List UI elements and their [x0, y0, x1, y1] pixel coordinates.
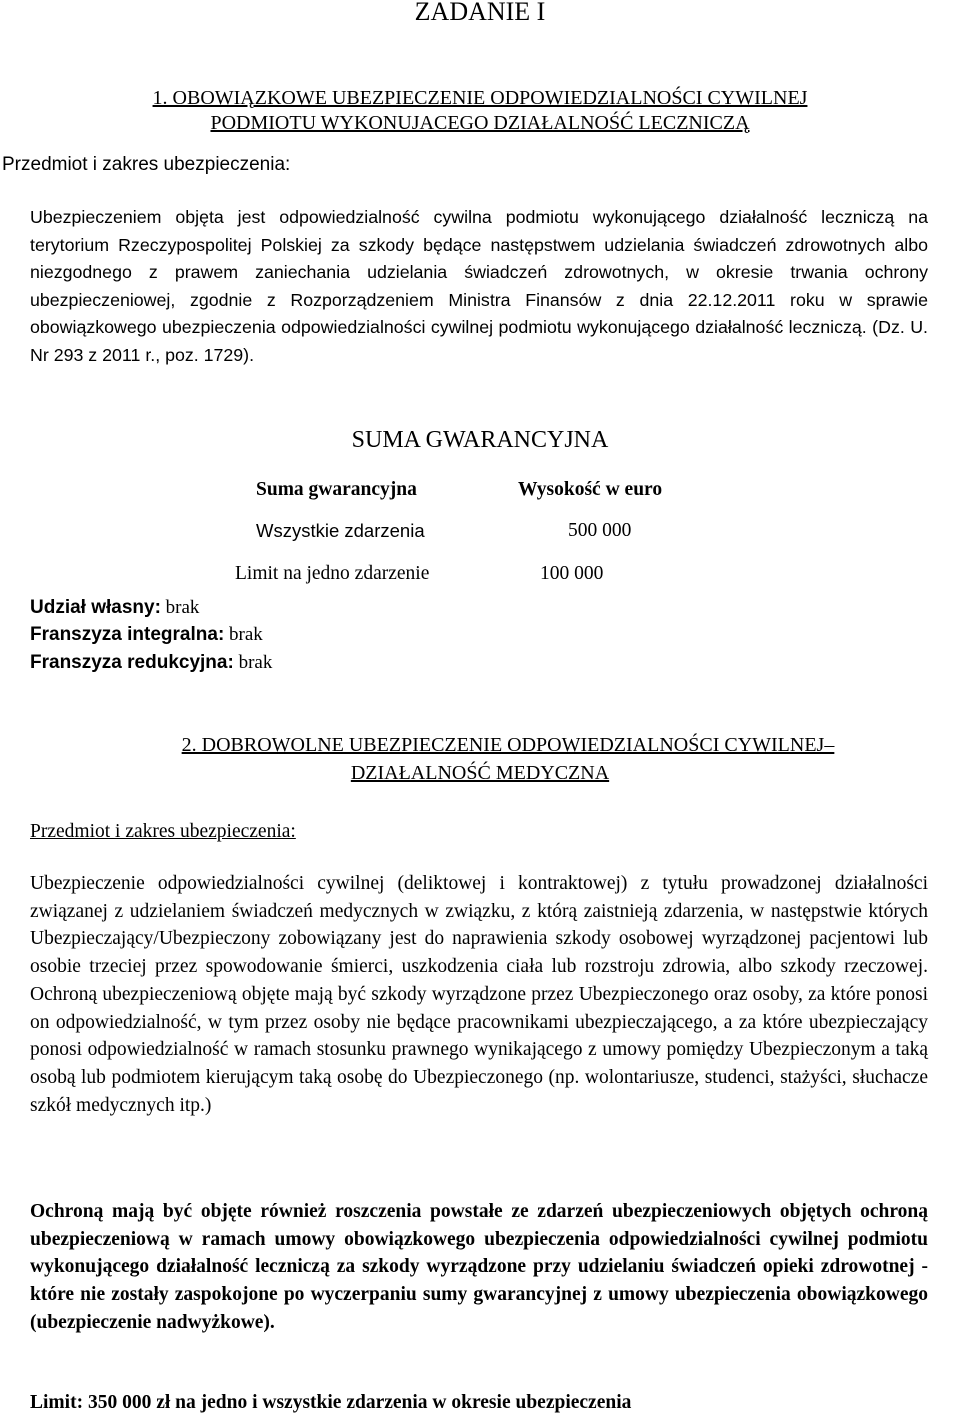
section1-heading-line2: PODMIOTU WYKONUJACEGO DZIAŁALNOŚĆ LECZNICZĄ: [210, 112, 750, 134]
suma-row-value: 500 000: [568, 520, 632, 541]
section2-heading-line2: DZIAŁALNOŚĆ MEDYCZNA: [350, 762, 610, 784]
suma-col2-header: Wysokość w euro: [518, 479, 663, 500]
section2-excess-paragraph: Ochroną mają być objęte również roszczenia powstałe ze zdarzeń ubezpieczeniowych objętych ochroną ubezpieczeniową w ramach umowy obowiązkowego ubezpieczenia odpowiedzialności cywilnej podmiotu wykonującego działalność leczniczą za szkody wyrządzone przy udzielaniu świadczeń opieki zdrowotnej - które nie zostały zaspokojone po wyczerpaniu sumy gwarancyjnej z umowy ubezpieczenia obowiązkowego (ubezpieczenie nadwyżkowe).: [30, 1201, 928, 1333]
term-label: Udział własny:: [30, 597, 161, 618]
suma-col1-header: Suma gwarancyjna: [256, 479, 417, 500]
section2-limit: Limit: 350 000 zł na jedno i wszystkie zdarzenia w okresie ubezpieczenia: [30, 1392, 632, 1413]
term-label: Franszyza integralna:: [30, 624, 225, 645]
term-value: brak: [160, 597, 200, 618]
section2-heading-line1: 2. DOBROWOLNE UBEZPIECZENIE ODPOWIEDZIALNOŚCI CYWILNEJ–: [181, 734, 835, 756]
term-franszyza-redukcyjna: [30, 649, 272, 677]
term-franszyza-integralna: [30, 621, 263, 649]
section2-body: Ubezpieczenie odpowiedzialności cywilnej (deliktowej i kontraktowej) z tytułu prowadzonej działalności związanej z udzielaniem świadczeń medycznych w związku, z którą zaistnieją zdarzenia, w następstwie których Ubezpieczający/Ubezpieczony zobowiązany jest do naprawienia szkody osobowej wyrządzonej pacjentowi lub osobie trzeciej przez spowodowanie śmierci, uszkodzenia ciała lub rozstroju zdrowia, albo szkody rzeczowej. Ochroną ubezpieczeniową objęte mają być szkody wyrządzone przez Ubezpieczonego oraz osoby, za które ponosi on odpowiedzialność, w tym przez osoby nie będące pracownikami ubezpieczającego, a za które ubezpieczający ponosi odpowiedzialność w ramach stosunku prawnego wynikającego z umowy pomiędzy Ubezpieczonym a taką osobą lub podmiotem kierującym taką osobę do Ubezpieczonego (np. wolontariusze, studenci, stażyści, słuchacze szkół medycznych itp.): [30, 873, 928, 1116]
section2-subheading: Przedmiot i zakres ubezpieczenia:: [30, 821, 296, 842]
suma-row-label: Wszystkie zdarzenia: [256, 520, 425, 541]
section1-subheading: Przedmiot i zakres ubezpieczenia:: [2, 154, 291, 175]
section1-body: Ubezpieczeniem objęta jest odpowiedzialność cywilna podmiotu wykonującego działalność leczniczą na terytorium Rzeczypospolitej Polskiej za szkody będące następstwem udzielania świadczeń zdrowotnych albo niezgodnego z prawem zaniechania udzielania świadczeń zdrowotnych, w okresie trwania ochrony ubezpieczeniowej, zgodnie z Rozporządzeniem Ministra Finansów z dnia 22.12.2011 roku w sprawie obowiązkowego ubezpieczenia odpowiedzialności cywilnej podmiotu wykonującego działalność leczniczą. (Dz. U. Nr 293 z 2011 r., poz. 1729).: [30, 207, 928, 365]
term-value: brak: [233, 652, 273, 673]
suma-gwarancyjna-title: SUMA GWARANCYJNA: [351, 427, 609, 453]
suma-row-value: 100 000: [540, 563, 604, 584]
term-udzial-wlasny: [30, 594, 199, 622]
term-value: brak: [224, 624, 263, 645]
term-label: Franszyza redukcyjna:: [30, 652, 234, 673]
suma-row-label: Limit na jedno zdarzenie: [235, 563, 430, 584]
section1-heading-line1: 1. OBOWIĄZKOWE UBEZPIECZENIE ODPOWIEDZIALNOŚCI CYWILNEJ: [152, 87, 808, 109]
document-title: ZADANIE I: [414, 0, 546, 26]
